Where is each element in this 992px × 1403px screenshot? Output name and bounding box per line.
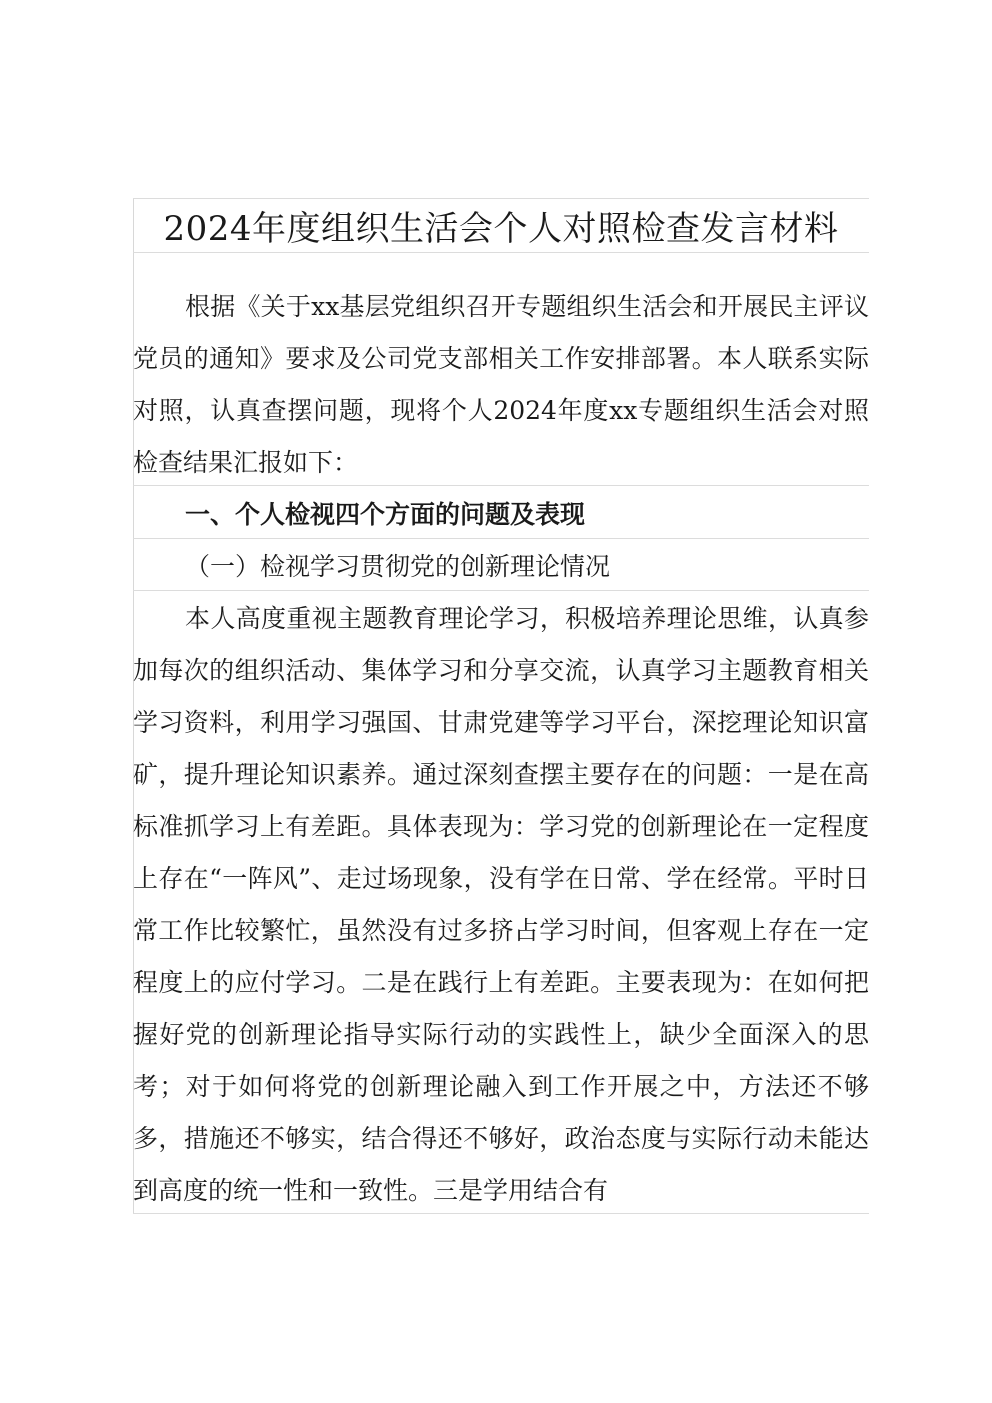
subsection-heading: （一）检视学习贯彻党的创新理论情况 <box>185 552 611 581</box>
intro-paragraph: 根据《关于xx基层党组织召开专题组织生活会和开展民主评议党员的通知》要求及公司党支部相关工作安排部署。本人联系实际对照，认真查摆问题，现将个人2024年度xx专题组织生活会对照检查结果汇报如下： <box>133 292 869 477</box>
body-paragraph: 本人高度重视主题教育理论学习，积极培养理论思维，认真参加每次的组织活动、集体学习和分享交流，认真学习主题教育相关学习资料，利用学习强国、甘肃党建等学习平台，深挖理论知识富矿，提升理论知识素养。通过深刻查摆主要存在的问题：一是在高标准抓学习上有差距。具体表现为：学习党的创新理论在一定程度上存在“一阵风”、走过场现象，没有学在日常、学在经常。平时日常工作比较繁忙，虽然没有过多挤占学习时间，但客观上存在一定程度上的应付学习。二是在践行上有差距。主要表现为：在如何把握好党的创新理论指导实际行动的实践性上，缺少全面深入的思考；对于如何将党的创新理论融入到工作开展之中，方法还不够多，措施还不够实，结合得还不够好，政治态度与实际行动未能达到高度的统一性和一致性。三是学用结合有 <box>133 604 869 1205</box>
document-title: 2024年度组织生活会个人对照检查发言材料 <box>163 209 839 249</box>
section-heading: 一、个人检视四个方面的问题及表现 <box>185 500 586 529</box>
divider <box>133 198 869 199</box>
